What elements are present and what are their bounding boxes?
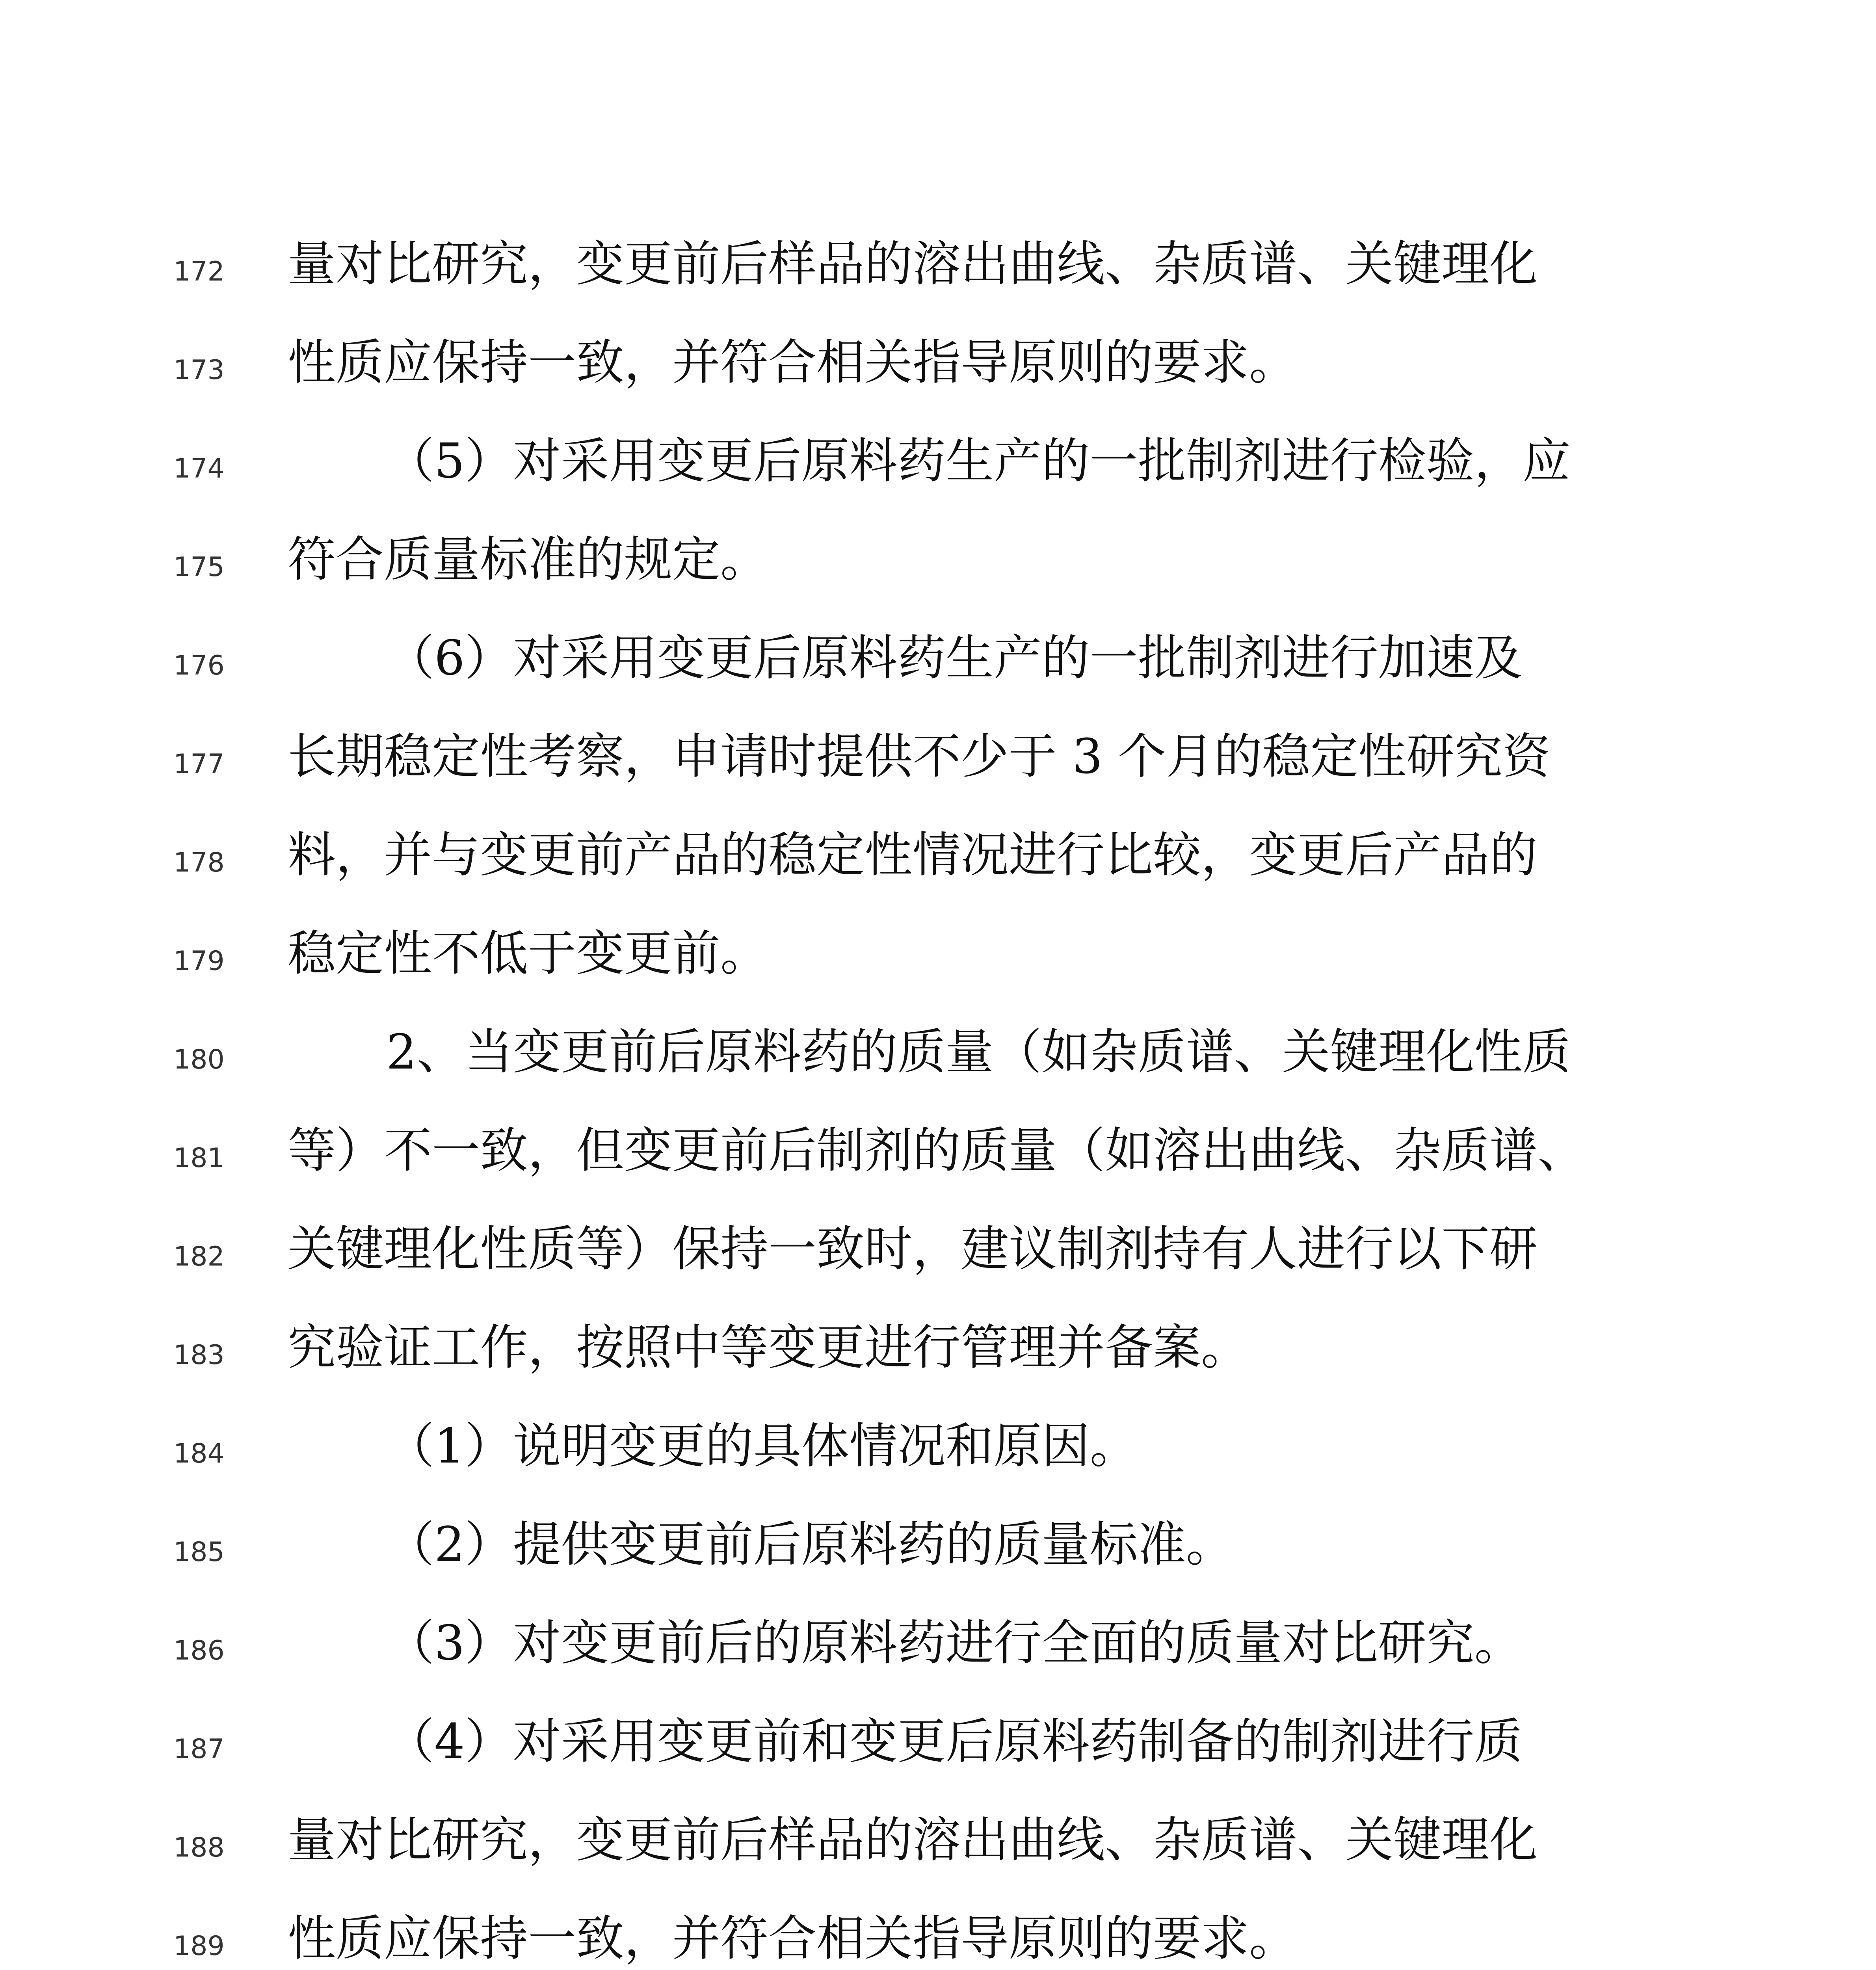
line-number: 172	[173, 256, 225, 287]
line-text: （1）说明变更的具体情况和原因。	[386, 1418, 1138, 1474]
line-number: 189	[173, 1931, 225, 1962]
line-text: 量对比研究，变更前后样品的溶出曲线、杂质谱、关键理化	[288, 1812, 1538, 1868]
line-number: 173	[173, 355, 225, 386]
line-text: （5）对采用变更后原料药生产的一批制剂进行检验，应	[386, 433, 1571, 489]
line-number: 178	[173, 847, 225, 878]
line-number: 184	[173, 1438, 225, 1469]
line-number: 177	[173, 749, 225, 780]
line-text: 等）不一致，但变更前后制剂的质量（如溶出曲线、杂质谱、	[288, 1123, 1586, 1178]
line-number: 174	[173, 453, 225, 484]
line-text: 性质应保持一致，并符合相关指导原则的要求。	[288, 335, 1297, 390]
line-text: 2、当变更前后原料药的质量（如杂质谱、关键理化性质	[386, 1024, 1571, 1080]
line-number: 186	[173, 1635, 225, 1666]
line-text: 关键理化性质等）保持一致时，建议制剂持有人进行以下研	[288, 1221, 1538, 1277]
line-number: 181	[173, 1143, 225, 1174]
line-text: 究验证工作，按照中等变更进行管理并备案。	[288, 1320, 1249, 1375]
line-text: 料，并与变更前产品的稳定性情况进行比较，变更后产品的	[288, 827, 1538, 883]
line-text: （6）对采用变更后原料药生产的一批制剂进行加速及	[386, 630, 1523, 686]
line-text: （2）提供变更前后原料药的质量标准。	[386, 1517, 1234, 1572]
line-text: 量对比研究，变更前后样品的溶出曲线、杂质谱、关键理化	[288, 236, 1538, 292]
line-number: 180	[173, 1044, 225, 1075]
line-number: 183	[173, 1340, 225, 1371]
line-number: 179	[173, 946, 225, 977]
line-text: 长期稳定性考察，申请时提供不少于 3 个月的稳定性研究资	[288, 729, 1551, 784]
line-number: 185	[173, 1537, 225, 1568]
line-number: 176	[173, 650, 225, 681]
line-text: （4）对采用变更前和变更后原料药制备的制剂进行质	[386, 1714, 1523, 1769]
line-text: 性质应保持一致，并符合相关指导原则的要求。	[288, 1911, 1297, 1966]
line-number: 182	[173, 1241, 225, 1272]
line-number: 187	[173, 1734, 225, 1765]
line-text: 稳定性不低于变更前。	[288, 926, 768, 981]
line-text: （3）对变更前后的原料药进行全面的质量对比研究。	[386, 1615, 1523, 1671]
line-text: 符合质量标准的规定。	[288, 532, 768, 587]
line-number: 188	[173, 1832, 225, 1863]
line-number: 175	[173, 552, 225, 583]
